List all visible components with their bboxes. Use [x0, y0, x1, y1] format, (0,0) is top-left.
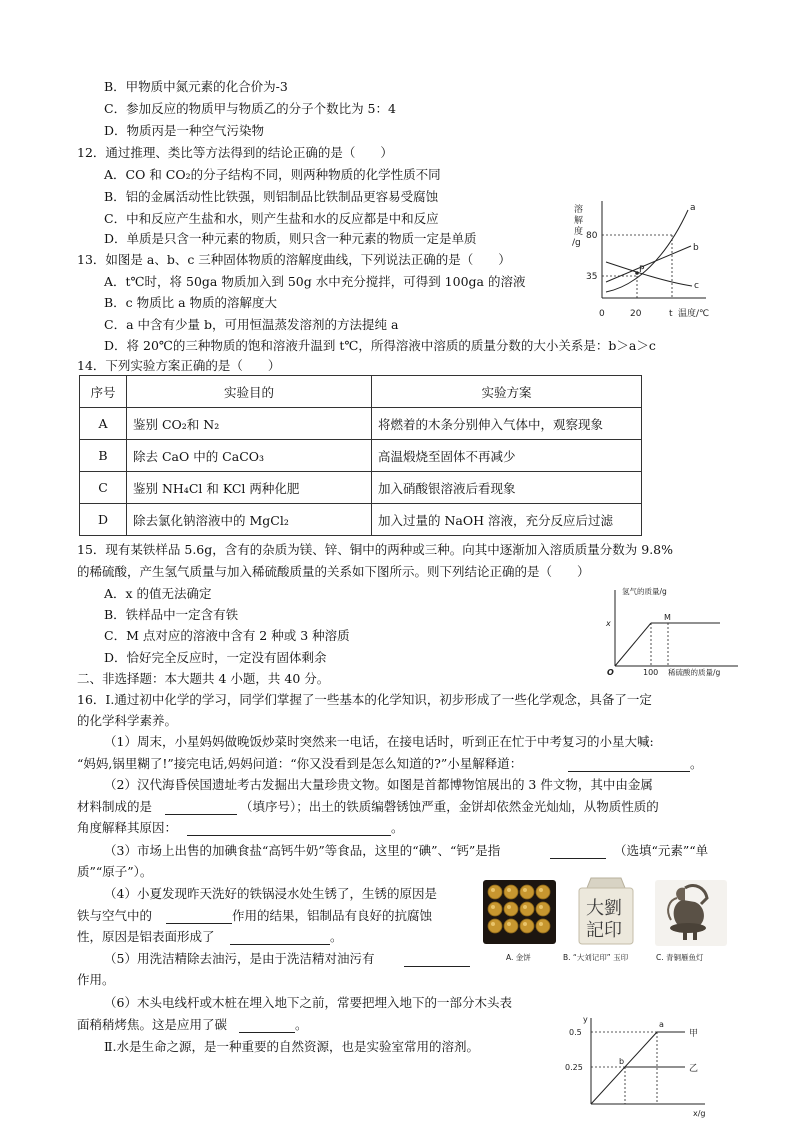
table-header: 实验目的	[127, 376, 372, 408]
q11-option-d: D．物质丙是一种空气污染物	[104, 123, 265, 138]
q16-intro-2: 的化学科学素养。	[77, 713, 178, 728]
fig13-ylabel-4: /g	[572, 238, 581, 248]
fig13-ylabel-1: 溶	[574, 205, 584, 215]
fig15-tick-x: x	[606, 619, 611, 628]
fig-bottom-label-yi: 乙	[689, 1064, 699, 1074]
q16-part1-line1: （1）周末，小星妈妈做晚饭炒菜时突然来一电话，在接电话时，听到正在忙于中考复习的小星大喊:	[104, 734, 654, 749]
answer-blank-4[interactable]	[550, 858, 606, 859]
q16-intro-1: 16．Ⅰ.通过初中化学的学习，同学们掌握了一些基本的化学知识，初步形成了一些化学观念，具备了一定	[77, 692, 652, 707]
table-row	[80, 472, 642, 504]
q11-option-c: C．参加反应的物质甲与物质乙的分子个数比为 5：4	[104, 101, 396, 116]
table-header: 序号	[80, 376, 127, 408]
q16-part4-line3: 性，原因是铝表面形成了	[77, 929, 215, 944]
fig-bottom-tick-05: 0.5	[569, 1028, 582, 1037]
q16-part4-line2a: 铁与空气中的	[77, 908, 153, 923]
q16-part5-line2: 作用。	[77, 972, 115, 987]
section-2-heading: 二、非选择题：本大题共 4 小题，共 40 分。	[77, 671, 330, 686]
fig13-tick-t: t	[669, 309, 673, 319]
fig15-ylabel: 氢气的质量/g	[622, 587, 667, 596]
q13-stem: 13．如图是 a、b、c 三种固体物质的溶解度曲线，下列说法正确的是（ ）	[77, 252, 511, 267]
table-row	[80, 408, 642, 440]
fig13-label-a: a	[690, 203, 696, 213]
table-cell: 加入过量的 NaOH 溶液，充分反应后过滤	[372, 504, 642, 536]
q16-part5-line1: （5）用洗洁精除去油污，是由于洗洁精对油污有	[104, 951, 375, 966]
q16-part4-line1: （4）小夏发现昨天洗好的铁锅浸水处生锈了，生锈的原因是	[104, 886, 437, 901]
q15-option-b: B．铁样品中一定含有铁	[104, 607, 239, 622]
q16-part3-line1a: （3）市场上出售的加碘食盐“高钙牛奶”等食品，这里的“碘”、“钙”是指	[104, 843, 501, 858]
fig15-xlabel: 稀硫酸的质量/g	[668, 668, 721, 677]
seal-glyphs-bottom: 記印	[586, 920, 622, 941]
table-header-row	[80, 376, 642, 408]
answer-blank-7[interactable]	[404, 966, 470, 967]
table-cell: 高温煅烧至固体不再减少	[372, 440, 642, 472]
q12-option-a: A．CO 和 CO₂的分子结构不同，则两种物质的化学性质不同	[104, 167, 441, 182]
q15-stem-2: 的稀硫酸，产生氢气质量与加入稀硫酸质量的关系如下图所示。则下列结论正确的是（ ）	[77, 564, 590, 579]
q15-option-a: A．x 的值无法确定	[104, 586, 212, 601]
seal-glyphs-top: 大劉	[586, 898, 622, 919]
table-row	[80, 440, 642, 472]
fig13-tick-35: 35	[586, 272, 598, 282]
q12-option-b: B．铝的金属活动性比铁强，则铝制品比铁制品更容易受腐蚀	[104, 189, 439, 204]
fig-bottom-label-jia: 甲	[689, 1029, 699, 1039]
fig13-ylabel-3: 度	[574, 227, 584, 237]
solubility-line-figure	[555, 1012, 715, 1120]
jade-seal-photo	[573, 874, 639, 946]
fig15-origin: O	[607, 668, 614, 677]
fig-bottom-tick-025: 0.25	[565, 1063, 583, 1072]
q11-option-b: B．甲物质中氮元素的化合价为-3	[104, 79, 288, 94]
fig15-label-m: M	[664, 613, 671, 622]
hydrogen-mass-figure	[598, 586, 748, 678]
fig15-rising-line	[615, 623, 651, 666]
fig13-tick-80: 80	[586, 231, 598, 241]
fig-bottom-label-b: b	[619, 1057, 625, 1066]
experiment-table	[79, 375, 642, 536]
table-cell: D	[80, 504, 127, 536]
bronze-lamp-photo	[655, 880, 727, 946]
fig13-curve-a	[606, 210, 688, 292]
table-cell: 鉴别 CO₂和 N₂	[127, 408, 372, 440]
q16-part6-line1: （6）木头电线杆或木桩在埋入地下之前，常要把埋入地下的一部分木头表	[104, 995, 512, 1010]
fig13-tick-0: 0	[599, 309, 605, 319]
q12-option-c: C．中和反应产生盐和水，则产生盐和水的反应都是中和反应	[104, 211, 439, 226]
answer-blank-3[interactable]	[187, 835, 391, 836]
fig13-curve-b	[606, 246, 691, 282]
fig13-curve-c	[606, 262, 692, 286]
solubility-curve-figure	[566, 196, 726, 326]
q16-part3-line1b: （选填“元素”“单	[614, 843, 709, 858]
answer-blank-8[interactable]	[239, 1032, 295, 1033]
caption-b: B. “大刘记印” 玉印	[563, 953, 629, 962]
q16-part2-line2a: 材料制成的是	[77, 799, 153, 814]
q16-part2-water-intro: Ⅱ.水是生命之源，是一种重要的自然资源，也是实验室常用的溶剂。	[104, 1039, 479, 1054]
table-row	[80, 504, 642, 536]
q15-option-d: D．恰好完全反应时，一定没有固体剩余	[104, 650, 327, 665]
answer-blank-6[interactable]	[230, 944, 330, 945]
answer-blank-1[interactable]	[568, 771, 690, 772]
table-cell: 加入硝酸银溶液后看现象	[372, 472, 642, 504]
q16-part4-line2b: 作用的结果，铝制品有良好的抗腐蚀	[232, 908, 433, 923]
fig15-tick-100: 100	[643, 668, 659, 677]
q16-part2-line1: （2）汉代海昏侯国遗址考古发掘出大量珍贵文物。如图是首都博物馆展出的 3 件文物，其中由金属	[104, 777, 653, 792]
gold-cake-photo	[483, 880, 556, 944]
fig-bottom-ylabel: y	[583, 1015, 588, 1024]
table-cell: 除去 CaO 中的 CaCO₃	[127, 440, 372, 472]
q16-part2-line3: 角度解释其原因：	[77, 820, 178, 835]
table-cell: 将燃着的木条分别伸入气体中，观察现象	[372, 408, 642, 440]
caption-c: C. 青铜雁鱼灯	[656, 953, 704, 962]
q16-part6-line2: 面稍稍烤焦。这是应用了碳	[77, 1017, 228, 1032]
table-cell: C	[80, 472, 127, 504]
table-header: 实验方案	[372, 376, 642, 408]
fig-bottom-xlabel: x/g	[693, 1109, 706, 1118]
fig-bottom-line-jia-rise	[591, 1032, 657, 1104]
fig13-label-c: c	[694, 281, 699, 291]
fig13-ylabel-2: 解	[574, 216, 584, 226]
table-cell: B	[80, 440, 127, 472]
q14-stem: 14．下列实验方案正确的是（ ）	[77, 358, 281, 373]
q13-option-a: A．t℃时，将 50ga 物质加入到 50g 水中充分搅拌，可得到 100ga 的溶液	[104, 274, 526, 289]
q13-option-b: B．c 物质比 a 物质的溶解度大	[104, 295, 278, 310]
q15-stem-1: 15．现有某铁样品 5.6g，含有的杂质为镁、锌、铜中的两种或三种。向其中逐渐加入溶质质量分数为 9.8%	[77, 542, 673, 557]
caption-a: A. 金饼	[506, 953, 531, 962]
q16-part1-line2: “妈妈,锅里糊了!”接完电话,妈妈问道：“你又没看到是怎么知道的?”小星解释道：	[77, 756, 523, 771]
q12-stem: 12．通过推理、类比等方法得到的结论正确的是（ ）	[77, 145, 393, 160]
fig13-tick-20: 20	[630, 309, 642, 319]
answer-blank-2[interactable]	[165, 814, 237, 815]
q13-option-c: C．a 中含有少量 b，可用恒温蒸发溶剂的方法提纯 a	[104, 317, 399, 332]
fig13-label-b: b	[693, 243, 699, 253]
q16-part2-line2b: （填序号）；出土的铁质编磬锈蚀严重，金饼却依然金光灿灿，从物质性质的	[240, 799, 659, 814]
fig13-label-p: P	[639, 265, 645, 275]
q13-option-d: D．将 20℃的三种物质的饱和溶液升温到 t℃，所得溶液中溶质的质量分数的大小关系是：b＞a＞c	[104, 338, 656, 353]
fig-bottom-label-a: a	[659, 1020, 664, 1029]
answer-blank-5[interactable]	[166, 923, 232, 924]
q15-option-c: C．M 点对应的溶液中含有 2 种或 3 种溶质	[104, 628, 350, 643]
table-cell: A	[80, 408, 127, 440]
q12-option-d: D．单质是只含一种元素的物质，则只含一种元素的物质一定是单质	[104, 231, 477, 246]
table-cell: 除去氯化钠溶液中的 MgCl₂	[127, 504, 372, 536]
q16-part3-line2: 质”“原子”）。	[77, 864, 153, 879]
fig13-xlabel: 温度/℃	[678, 309, 710, 319]
table-cell: 鉴别 NH₄Cl 和 KCl 两种化肥	[127, 472, 372, 504]
